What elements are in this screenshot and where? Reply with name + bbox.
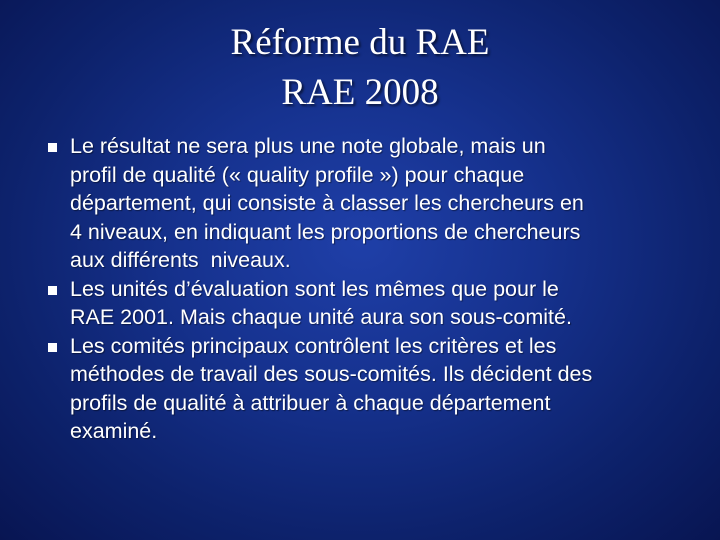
bullet-line: aux différents niveaux. (70, 248, 291, 272)
bullet-line: département, qui consiste à classer les chercheurs en (70, 191, 584, 215)
bullet-line: Les comités principaux contrôlent les critères et les (70, 333, 557, 358)
square-bullet-icon (48, 286, 57, 295)
bullet-line: examiné. (70, 419, 158, 443)
bullet-line: RAE 2001. Mais chaque unité aura son sous-comité. (70, 305, 572, 329)
bullet-line: profils de qualité à attribuer à chaque département (70, 390, 551, 415)
bullet-list (48, 132, 688, 446)
slide-title (60, 18, 660, 118)
bullet-line: Le résultat ne sera plus une note globale, mais un (70, 134, 546, 158)
bullet-item-3 (48, 332, 688, 446)
title-line-2: RAE 2008 (281, 72, 439, 113)
square-bullet-icon (48, 143, 57, 152)
bullet-line: profil de qualité (« quality profile ») pour chaque (70, 162, 525, 187)
bullet-item-1 (48, 132, 688, 275)
square-bullet-icon (48, 343, 57, 352)
bullet-line: 4 niveaux, en indiquant les proportions de chercheurs (70, 219, 581, 244)
bullet-item-2 (48, 275, 688, 332)
title-line-1: Réforme du RAE (230, 22, 490, 63)
bullet-line: méthodes de travail des sous-comités. Ils décident des (70, 362, 593, 386)
bullet-line: Les unités d’évaluation sont les mêmes que pour le (70, 276, 559, 301)
